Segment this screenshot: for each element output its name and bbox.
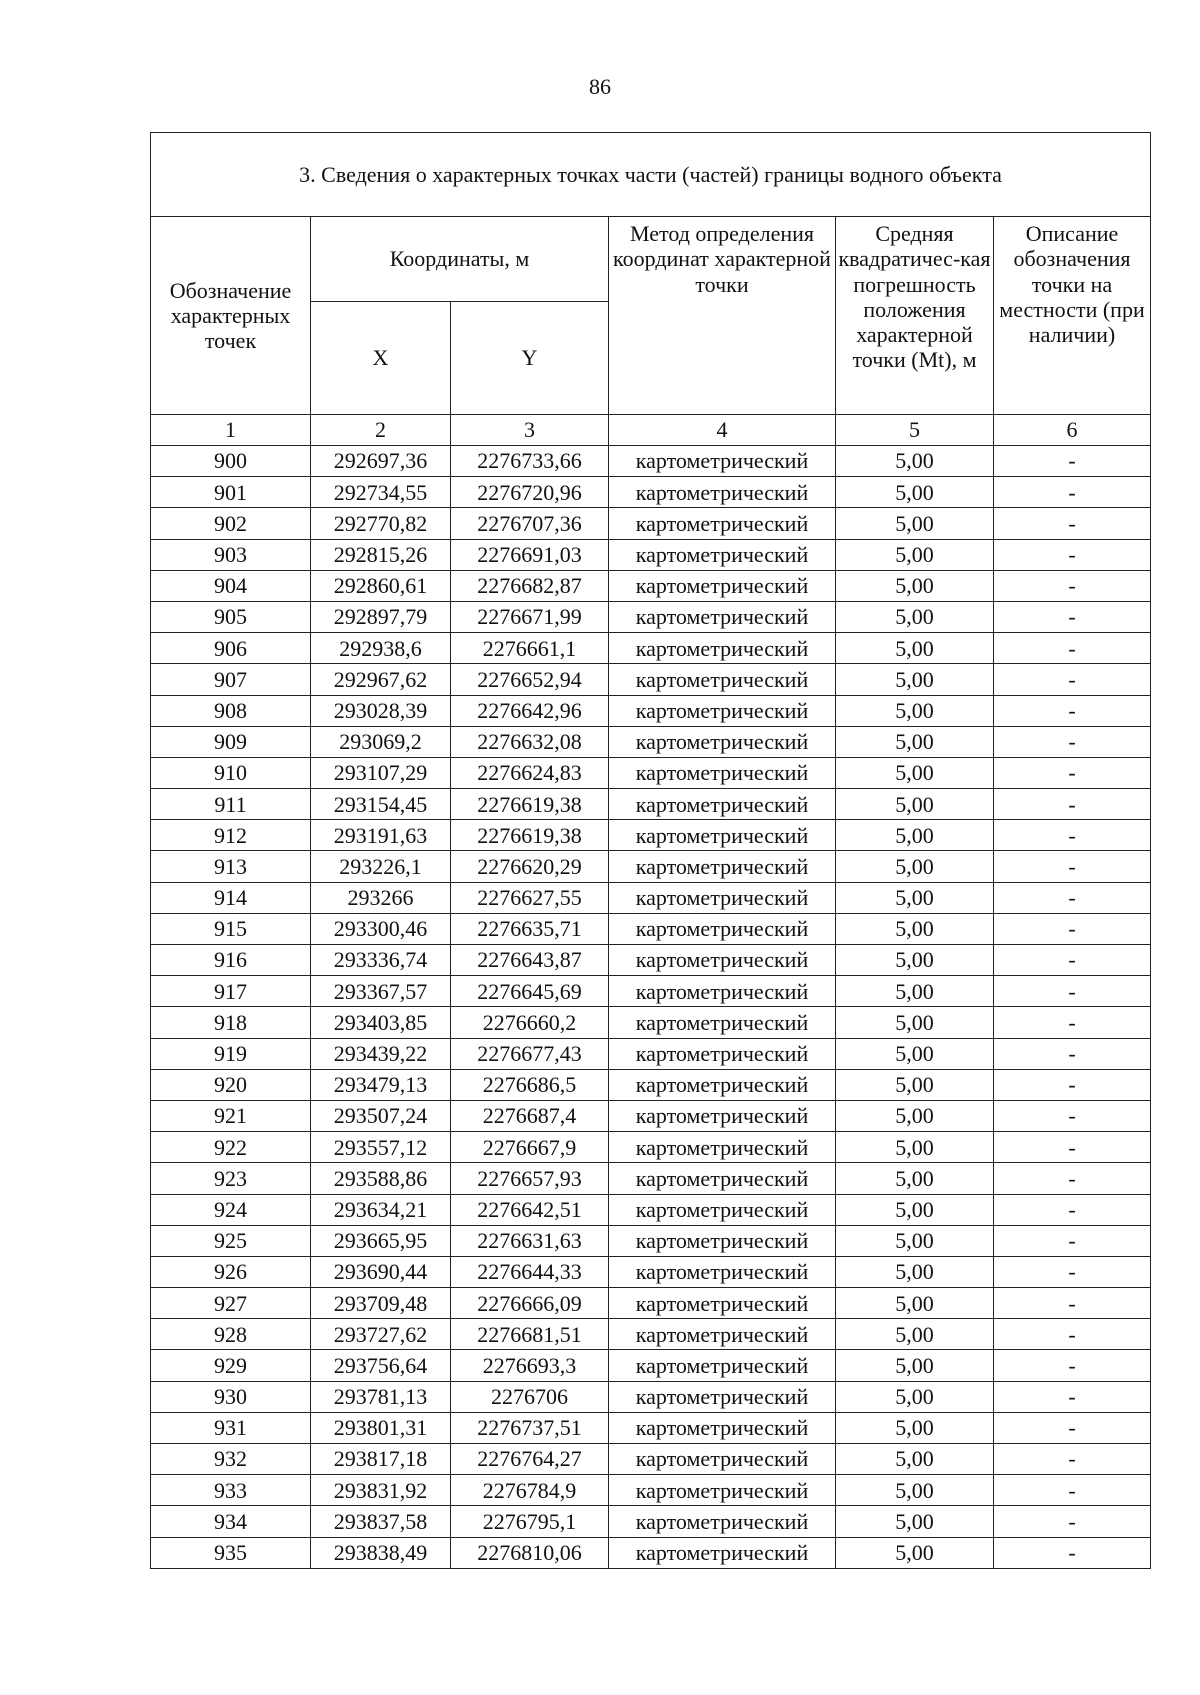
- x-coordinate-cell: 293367,57: [311, 976, 451, 1007]
- method-cell: картометрический: [609, 1069, 836, 1100]
- description-cell: -: [994, 1100, 1151, 1131]
- table-row: [151, 1069, 1151, 1100]
- method-cell: картометрический: [609, 1475, 836, 1506]
- y-coordinate-cell: 2276620,29: [451, 851, 609, 882]
- y-coordinate-cell: 2276810,06: [451, 1537, 609, 1568]
- description-cell: -: [994, 1288, 1151, 1319]
- description-cell: -: [994, 726, 1151, 757]
- y-coordinate-cell: 2276677,43: [451, 1038, 609, 1069]
- column-number: 2: [311, 415, 451, 446]
- x-coordinate-cell: 293226,1: [311, 851, 451, 882]
- table-row: [151, 726, 1151, 757]
- method-cell: картометрический: [609, 1319, 836, 1350]
- description-cell: -: [994, 1256, 1151, 1287]
- table-row: [151, 477, 1151, 508]
- point-id-cell: 926: [151, 1256, 311, 1287]
- description-cell: -: [994, 1319, 1151, 1350]
- point-id-cell: 915: [151, 913, 311, 944]
- description-cell: -: [994, 913, 1151, 944]
- error-cell: 5,00: [836, 1256, 994, 1287]
- method-cell: картометрический: [609, 1444, 836, 1475]
- table-body: [151, 446, 1151, 1569]
- description-cell: -: [994, 633, 1151, 664]
- x-coordinate-cell: 293709,48: [311, 1288, 451, 1319]
- description-cell: -: [994, 1007, 1151, 1038]
- header-y: Y: [451, 302, 609, 415]
- point-id-cell: 906: [151, 633, 311, 664]
- table-row: [151, 1100, 1151, 1131]
- y-coordinate-cell: 2276667,9: [451, 1132, 609, 1163]
- method-cell: картометрический: [609, 1194, 836, 1225]
- table-row: [151, 508, 1151, 539]
- point-id-cell: 916: [151, 945, 311, 976]
- x-coordinate-cell: 293403,85: [311, 1007, 451, 1038]
- description-cell: -: [994, 446, 1151, 477]
- error-cell: 5,00: [836, 789, 994, 820]
- error-cell: 5,00: [836, 1381, 994, 1412]
- description-cell: -: [994, 508, 1151, 539]
- description-cell: -: [994, 1537, 1151, 1568]
- x-coordinate-cell: 292770,82: [311, 508, 451, 539]
- error-cell: 5,00: [836, 477, 994, 508]
- error-cell: 5,00: [836, 570, 994, 601]
- y-coordinate-cell: 2276642,51: [451, 1194, 609, 1225]
- y-coordinate-cell: 2276706: [451, 1381, 609, 1412]
- table-row: [151, 1444, 1151, 1475]
- point-id-cell: 929: [151, 1350, 311, 1381]
- error-cell: 5,00: [836, 508, 994, 539]
- method-cell: картометрический: [609, 1100, 836, 1131]
- method-cell: картометрический: [609, 446, 836, 477]
- table-row: [151, 539, 1151, 570]
- method-cell: картометрический: [609, 1225, 836, 1256]
- x-coordinate-cell: 292815,26: [311, 539, 451, 570]
- x-coordinate-cell: 293479,13: [311, 1069, 451, 1100]
- x-coordinate-cell: 293557,12: [311, 1132, 451, 1163]
- x-coordinate-cell: 292697,36: [311, 446, 451, 477]
- table-row: [151, 913, 1151, 944]
- point-id-cell: 935: [151, 1537, 311, 1568]
- point-id-cell: 934: [151, 1506, 311, 1537]
- description-cell: -: [994, 1412, 1151, 1443]
- table-row: [151, 882, 1151, 913]
- page-number: 86: [589, 74, 611, 99]
- method-cell: картометрический: [609, 913, 836, 944]
- y-coordinate-cell: 2276682,87: [451, 570, 609, 601]
- x-coordinate-cell: 293727,62: [311, 1319, 451, 1350]
- method-cell: картометрический: [609, 1381, 836, 1412]
- table-row: [151, 1381, 1151, 1412]
- y-coordinate-cell: 2276645,69: [451, 976, 609, 1007]
- error-cell: 5,00: [836, 1475, 994, 1506]
- y-coordinate-cell: 2276635,71: [451, 913, 609, 944]
- x-coordinate-cell: 293837,58: [311, 1506, 451, 1537]
- point-id-cell: 902: [151, 508, 311, 539]
- y-coordinate-cell: 2276642,96: [451, 695, 609, 726]
- point-id-cell: 903: [151, 539, 311, 570]
- y-coordinate-cell: 2276693,3: [451, 1350, 609, 1381]
- description-cell: -: [994, 820, 1151, 851]
- point-id-cell: 917: [151, 976, 311, 1007]
- method-cell: картометрический: [609, 508, 836, 539]
- column-number: 4: [609, 415, 836, 446]
- point-id-cell: 920: [151, 1069, 311, 1100]
- point-id-cell: 923: [151, 1163, 311, 1194]
- table-row: [151, 695, 1151, 726]
- y-coordinate-cell: 2276652,94: [451, 664, 609, 695]
- point-id-cell: 911: [151, 789, 311, 820]
- method-cell: картометрический: [609, 1288, 836, 1319]
- x-coordinate-cell: 293838,49: [311, 1537, 451, 1568]
- x-coordinate-cell: 293266: [311, 882, 451, 913]
- x-coordinate-cell: 293665,95: [311, 1225, 451, 1256]
- point-id-cell: 921: [151, 1100, 311, 1131]
- point-id-cell: 904: [151, 570, 311, 601]
- point-id-cell: 933: [151, 1475, 311, 1506]
- table-row: [151, 664, 1151, 695]
- method-cell: картометрический: [609, 539, 836, 570]
- description-cell: -: [994, 1163, 1151, 1194]
- y-coordinate-cell: 2276660,2: [451, 1007, 609, 1038]
- description-cell: -: [994, 1194, 1151, 1225]
- error-cell: 5,00: [836, 1007, 994, 1038]
- error-cell: 5,00: [836, 851, 994, 882]
- error-cell: 5,00: [836, 757, 994, 788]
- point-id-cell: 931: [151, 1412, 311, 1443]
- method-cell: картометрический: [609, 820, 836, 851]
- x-coordinate-cell: 293634,21: [311, 1194, 451, 1225]
- description-cell: -: [994, 976, 1151, 1007]
- table-row: [151, 851, 1151, 882]
- y-coordinate-cell: 2276619,38: [451, 789, 609, 820]
- table-row: [151, 1038, 1151, 1069]
- method-cell: картометрический: [609, 1412, 836, 1443]
- table-row: [151, 1007, 1151, 1038]
- table-row: [151, 757, 1151, 788]
- method-cell: картометрический: [609, 477, 836, 508]
- error-cell: 5,00: [836, 1537, 994, 1568]
- description-cell: -: [994, 1225, 1151, 1256]
- method-cell: картометрический: [609, 1256, 836, 1287]
- error-cell: 5,00: [836, 1100, 994, 1131]
- table-row: [151, 1132, 1151, 1163]
- y-coordinate-cell: 2276784,9: [451, 1475, 609, 1506]
- error-cell: 5,00: [836, 1163, 994, 1194]
- x-coordinate-cell: 293439,22: [311, 1038, 451, 1069]
- y-coordinate-cell: 2276691,03: [451, 539, 609, 570]
- column-number: 5: [836, 415, 994, 446]
- header-error: Средняя квадратичес-кая погрешность положения характерной точки (Mt), м: [836, 217, 994, 415]
- y-coordinate-cell: 2276666,09: [451, 1288, 609, 1319]
- point-id-cell: 924: [151, 1194, 311, 1225]
- x-coordinate-cell: 292734,55: [311, 477, 451, 508]
- method-cell: картометрический: [609, 882, 836, 913]
- y-coordinate-cell: 2276631,63: [451, 1225, 609, 1256]
- point-id-cell: 918: [151, 1007, 311, 1038]
- error-cell: 5,00: [836, 882, 994, 913]
- y-coordinate-cell: 2276632,08: [451, 726, 609, 757]
- column-number: 6: [994, 415, 1151, 446]
- error-cell: 5,00: [836, 820, 994, 851]
- x-coordinate-cell: 293028,39: [311, 695, 451, 726]
- description-cell: -: [994, 1132, 1151, 1163]
- table-row: [151, 570, 1151, 601]
- x-coordinate-cell: 293191,63: [311, 820, 451, 851]
- header-method: Метод определения координат характерной точки: [609, 217, 836, 415]
- error-cell: 5,00: [836, 1288, 994, 1319]
- description-cell: -: [994, 539, 1151, 570]
- y-coordinate-cell: 2276795,1: [451, 1506, 609, 1537]
- table-row: [151, 601, 1151, 632]
- point-id-cell: 907: [151, 664, 311, 695]
- table-row: [151, 1412, 1151, 1443]
- point-id-cell: 913: [151, 851, 311, 882]
- x-coordinate-cell: 293817,18: [311, 1444, 451, 1475]
- x-coordinate-cell: 293107,29: [311, 757, 451, 788]
- point-id-cell: 900: [151, 446, 311, 477]
- x-coordinate-cell: 292938,6: [311, 633, 451, 664]
- error-cell: 5,00: [836, 1444, 994, 1475]
- x-coordinate-cell: 292897,79: [311, 601, 451, 632]
- method-cell: картометрический: [609, 664, 836, 695]
- header-x: X: [311, 302, 451, 415]
- y-coordinate-cell: 2276720,96: [451, 477, 609, 508]
- description-cell: -: [994, 851, 1151, 882]
- error-cell: 5,00: [836, 1225, 994, 1256]
- point-id-cell: 912: [151, 820, 311, 851]
- header-designation: Обозначение характерных точек: [151, 217, 311, 415]
- y-coordinate-cell: 2276671,99: [451, 601, 609, 632]
- point-id-cell: 901: [151, 477, 311, 508]
- header-coordinates: Координаты, м: [311, 217, 609, 302]
- y-coordinate-cell: 2276624,83: [451, 757, 609, 788]
- table-row: [151, 1537, 1151, 1568]
- error-cell: 5,00: [836, 695, 994, 726]
- characteristic-points-table: [150, 132, 1151, 1569]
- method-cell: картометрический: [609, 789, 836, 820]
- error-cell: 5,00: [836, 945, 994, 976]
- table-row: [151, 1319, 1151, 1350]
- error-cell: 5,00: [836, 1412, 994, 1443]
- x-coordinate-cell: 293336,74: [311, 945, 451, 976]
- method-cell: картометрический: [609, 726, 836, 757]
- description-cell: -: [994, 664, 1151, 695]
- point-id-cell: 919: [151, 1038, 311, 1069]
- description-cell: -: [994, 945, 1151, 976]
- point-id-cell: 909: [151, 726, 311, 757]
- point-id-cell: 930: [151, 1381, 311, 1412]
- error-cell: 5,00: [836, 976, 994, 1007]
- y-coordinate-cell: 2276661,1: [451, 633, 609, 664]
- x-coordinate-cell: 293588,86: [311, 1163, 451, 1194]
- method-cell: картометрический: [609, 601, 836, 632]
- method-cell: картометрический: [609, 1007, 836, 1038]
- y-coordinate-cell: 2276627,55: [451, 882, 609, 913]
- error-cell: 5,00: [836, 1132, 994, 1163]
- method-cell: картометрический: [609, 976, 836, 1007]
- x-coordinate-cell: 293781,13: [311, 1381, 451, 1412]
- point-id-cell: 910: [151, 757, 311, 788]
- point-id-cell: 925: [151, 1225, 311, 1256]
- y-coordinate-cell: 2276707,36: [451, 508, 609, 539]
- method-cell: картометрический: [609, 757, 836, 788]
- point-id-cell: 922: [151, 1132, 311, 1163]
- error-cell: 5,00: [836, 1194, 994, 1225]
- point-id-cell: 914: [151, 882, 311, 913]
- method-cell: картометрический: [609, 1537, 836, 1568]
- error-cell: 5,00: [836, 913, 994, 944]
- description-cell: -: [994, 601, 1151, 632]
- x-coordinate-cell: 293690,44: [311, 1256, 451, 1287]
- x-coordinate-cell: 292860,61: [311, 570, 451, 601]
- error-cell: 5,00: [836, 539, 994, 570]
- y-coordinate-cell: 2276619,38: [451, 820, 609, 851]
- x-coordinate-cell: 293507,24: [311, 1100, 451, 1131]
- table-row: [151, 1475, 1151, 1506]
- description-cell: -: [994, 695, 1151, 726]
- table-row: [151, 1350, 1151, 1381]
- error-cell: 5,00: [836, 633, 994, 664]
- method-cell: картометрический: [609, 945, 836, 976]
- method-cell: картометрический: [609, 1506, 836, 1537]
- method-cell: картометрический: [609, 695, 836, 726]
- y-coordinate-cell: 2276764,27: [451, 1444, 609, 1475]
- table-row: [151, 446, 1151, 477]
- x-coordinate-cell: 293300,46: [311, 913, 451, 944]
- y-coordinate-cell: 2276686,5: [451, 1069, 609, 1100]
- method-cell: картометрический: [609, 633, 836, 664]
- error-cell: 5,00: [836, 1069, 994, 1100]
- y-coordinate-cell: 2276687,4: [451, 1100, 609, 1131]
- description-cell: -: [994, 1069, 1151, 1100]
- description-cell: -: [994, 570, 1151, 601]
- description-cell: -: [994, 1506, 1151, 1537]
- x-coordinate-cell: 293831,92: [311, 1475, 451, 1506]
- point-id-cell: 928: [151, 1319, 311, 1350]
- method-cell: картометрический: [609, 1038, 836, 1069]
- method-cell: картометрический: [609, 1350, 836, 1381]
- table-row: [151, 1194, 1151, 1225]
- description-cell: -: [994, 882, 1151, 913]
- table-row: [151, 1256, 1151, 1287]
- x-coordinate-cell: 293069,2: [311, 726, 451, 757]
- error-cell: 5,00: [836, 446, 994, 477]
- table-row: [151, 1506, 1151, 1537]
- point-id-cell: 908: [151, 695, 311, 726]
- table-row: [151, 789, 1151, 820]
- table-row: [151, 1225, 1151, 1256]
- table-row: [151, 1163, 1151, 1194]
- table-row: [151, 976, 1151, 1007]
- y-coordinate-cell: 2276643,87: [451, 945, 609, 976]
- error-cell: 5,00: [836, 1506, 994, 1537]
- error-cell: 5,00: [836, 726, 994, 757]
- error-cell: 5,00: [836, 1350, 994, 1381]
- x-coordinate-cell: 293154,45: [311, 789, 451, 820]
- column-number: 3: [451, 415, 609, 446]
- point-id-cell: 932: [151, 1444, 311, 1475]
- description-cell: -: [994, 1444, 1151, 1475]
- method-cell: картометрический: [609, 1163, 836, 1194]
- table-row: [151, 945, 1151, 976]
- y-coordinate-cell: 2276657,93: [451, 1163, 609, 1194]
- x-coordinate-cell: 293756,64: [311, 1350, 451, 1381]
- y-coordinate-cell: 2276737,51: [451, 1412, 609, 1443]
- y-coordinate-cell: 2276681,51: [451, 1319, 609, 1350]
- description-cell: -: [994, 477, 1151, 508]
- column-numbers-row: [151, 415, 1151, 446]
- description-cell: -: [994, 1350, 1151, 1381]
- description-cell: -: [994, 1475, 1151, 1506]
- x-coordinate-cell: 292967,62: [311, 664, 451, 695]
- description-cell: -: [994, 1381, 1151, 1412]
- error-cell: 5,00: [836, 1319, 994, 1350]
- error-cell: 5,00: [836, 664, 994, 695]
- error-cell: 5,00: [836, 601, 994, 632]
- method-cell: картометрический: [609, 1132, 836, 1163]
- table-row: [151, 633, 1151, 664]
- method-cell: картометрический: [609, 570, 836, 601]
- x-coordinate-cell: 293801,31: [311, 1412, 451, 1443]
- point-id-cell: 927: [151, 1288, 311, 1319]
- table-row: [151, 1288, 1151, 1319]
- description-cell: -: [994, 789, 1151, 820]
- column-number: 1: [151, 415, 311, 446]
- error-cell: 5,00: [836, 1038, 994, 1069]
- header-description: Описание обозначения точки на местности (при наличии): [994, 217, 1151, 415]
- y-coordinate-cell: 2276733,66: [451, 446, 609, 477]
- table-row: [151, 820, 1151, 851]
- point-id-cell: 905: [151, 601, 311, 632]
- description-cell: -: [994, 757, 1151, 788]
- table-title: 3. Сведения о характерных точках части (частей) границы водного объекта: [151, 133, 1151, 217]
- method-cell: картометрический: [609, 851, 836, 882]
- description-cell: -: [994, 1038, 1151, 1069]
- y-coordinate-cell: 2276644,33: [451, 1256, 609, 1287]
